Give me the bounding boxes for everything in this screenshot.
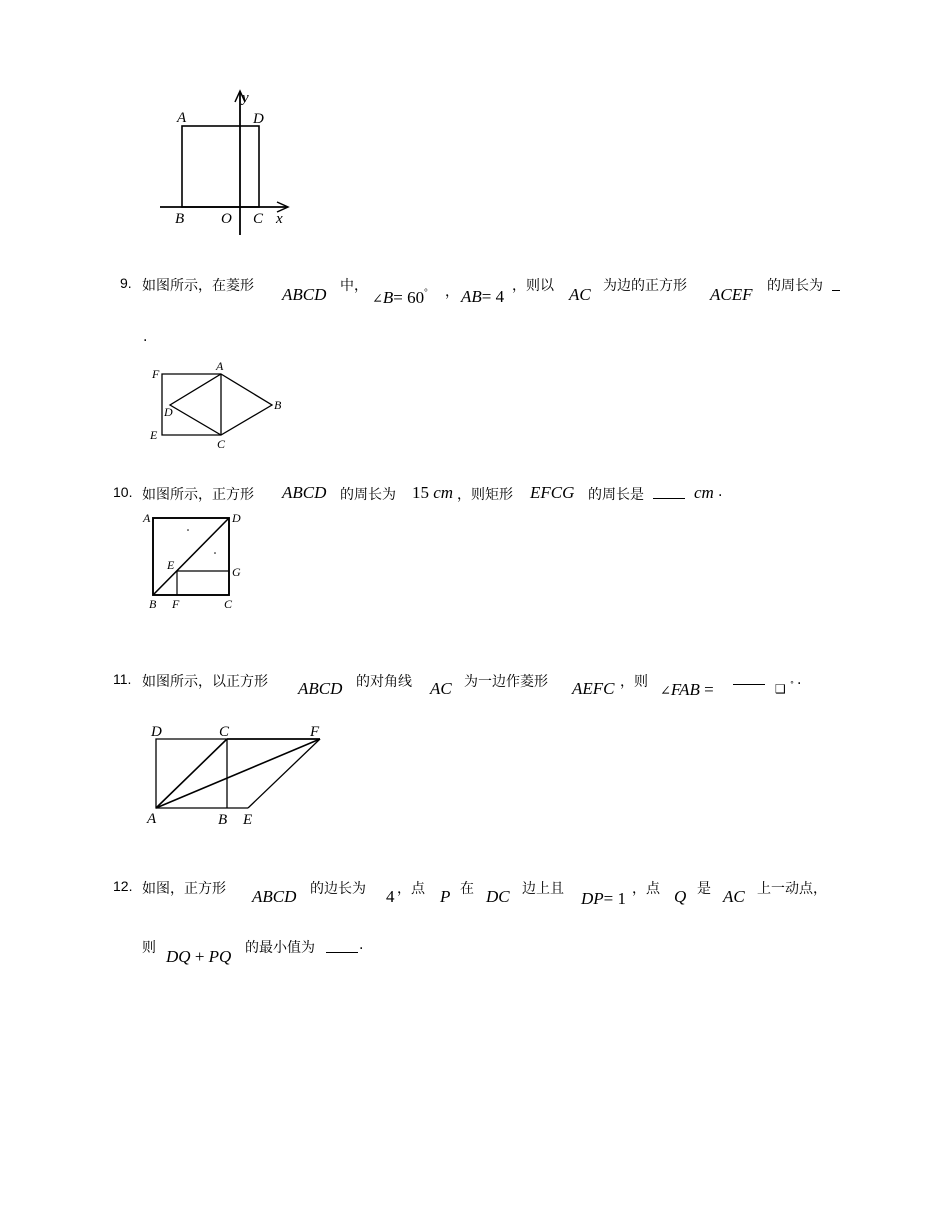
label-B: B <box>274 398 282 412</box>
q12-answer-blank <box>326 952 358 953</box>
label-A: A <box>147 811 157 827</box>
label-F: F <box>172 597 180 611</box>
q9-dot: . <box>143 329 148 345</box>
q11-text-1: 如图所示，以正方形 <box>142 674 268 690</box>
q9-math-ab: AB= 4 <box>461 287 505 306</box>
label-D: D <box>151 724 162 740</box>
figure-coordinate-square <box>155 85 295 240</box>
q11-math-angle: ∠FAB = <box>660 680 714 699</box>
label-E: E <box>243 812 253 828</box>
label-F: F <box>310 724 320 740</box>
q9-text-5: 为边的正方形 <box>603 278 687 294</box>
label-C: C <box>253 211 264 227</box>
q9-text-3: ， <box>445 284 459 300</box>
q12-math-square: ABCD <box>252 887 297 906</box>
q11-math-rhombus: AEFC <box>572 679 615 698</box>
q9-math-ac: AC <box>569 285 591 304</box>
figure-square-rhombus <box>140 718 340 833</box>
q11-text-5: . <box>797 672 802 688</box>
label-D: D <box>232 511 241 525</box>
label-B: B <box>218 812 228 828</box>
figure-square-rectangle <box>140 508 250 616</box>
q12-text-8: 上一动点， <box>757 881 827 897</box>
q9-math-angle: ∠B= 60° <box>372 287 428 307</box>
q10-text-3: ，则矩形 <box>457 487 513 503</box>
q12-text-10: 的最小值为 <box>245 940 315 956</box>
q12-math-ac: AC <box>723 887 745 906</box>
q11-degree: ° <box>790 680 794 689</box>
q10-text-1: 如图所示，正方形 <box>142 487 254 503</box>
q9-answer-blank <box>832 290 840 291</box>
q12-text-2: 的边长为 <box>310 881 366 897</box>
q12-text-11: . <box>359 937 364 953</box>
q9-text-4: ，则以 <box>512 278 554 294</box>
figure-rhombus-square <box>145 358 290 453</box>
label-B: B <box>175 211 185 227</box>
q10-text-5: . <box>718 484 723 500</box>
q10-answer-blank <box>653 498 685 499</box>
q9-math-acef: ACEF <box>710 285 753 304</box>
q10-math-unit: cm <box>694 483 714 502</box>
q9-math-rhombus: ABCD <box>282 285 327 304</box>
q11-text-2: 的对角线 <box>356 674 412 690</box>
q11-number: 11. <box>113 671 132 687</box>
q12-math-dc: DC <box>486 887 510 906</box>
label-A: A <box>177 110 187 126</box>
label-x: x <box>276 211 283 227</box>
q11-math-diagonal: AC <box>430 679 452 698</box>
q11-math-square: ABCD <box>298 679 343 698</box>
label-G: G <box>232 565 241 579</box>
q11-text-3: 为一边作菱形 <box>464 674 548 690</box>
q12-math-p: P <box>440 887 451 906</box>
label-C: C <box>217 437 226 451</box>
q11-box-placeholder: ❑ <box>775 682 786 696</box>
q10-number: 10. <box>113 484 133 500</box>
label-D: D <box>253 111 264 127</box>
q12-math-side: 4 <box>386 887 395 906</box>
label-A: A <box>143 511 151 525</box>
q10-math-rectangle: EFCG <box>530 483 575 502</box>
q12-number: 12. <box>113 878 133 894</box>
q12-text-9: 则 <box>142 940 156 956</box>
q11-text-4: ，则 <box>620 674 648 690</box>
q11-answer-blank <box>733 684 765 685</box>
q9-text-2: 中， <box>340 278 368 294</box>
q12-text-7: 是 <box>697 881 711 897</box>
label-B: B <box>149 597 157 611</box>
q9-number: 9. <box>120 275 132 291</box>
q10-math-square: ABCD <box>282 483 327 502</box>
label-E: E <box>167 558 175 572</box>
q10-text-2: 的周长为 <box>340 487 396 503</box>
label-C: C <box>224 597 233 611</box>
q12-text-1: 如图，正方形 <box>142 881 226 897</box>
label-A: A <box>216 359 224 373</box>
q12-math-dp: DP= 1 <box>581 889 627 908</box>
label-y: y <box>242 90 249 106</box>
q12-text-3: ，点 <box>397 881 425 897</box>
q9-text-6: 的周长为 <box>767 278 823 294</box>
q10-math-perimeter: 15 cm <box>412 483 454 502</box>
q12-text-5: 边上且 <box>522 881 564 897</box>
label-O: O <box>221 211 232 227</box>
q10-text-4: 的周长是 <box>588 487 644 503</box>
label-E: E <box>150 428 158 442</box>
q12-math-q: Q <box>674 887 687 906</box>
q12-text-4: 在 <box>460 881 474 897</box>
label-F: F <box>152 367 160 381</box>
label-C: C <box>219 724 230 740</box>
q12-math-sum: DQ + PQ <box>166 947 232 966</box>
label-D: D <box>164 405 173 419</box>
q9-text-1: 如图所示，在菱形 <box>142 278 254 294</box>
q12-text-6: ，点 <box>632 881 660 897</box>
